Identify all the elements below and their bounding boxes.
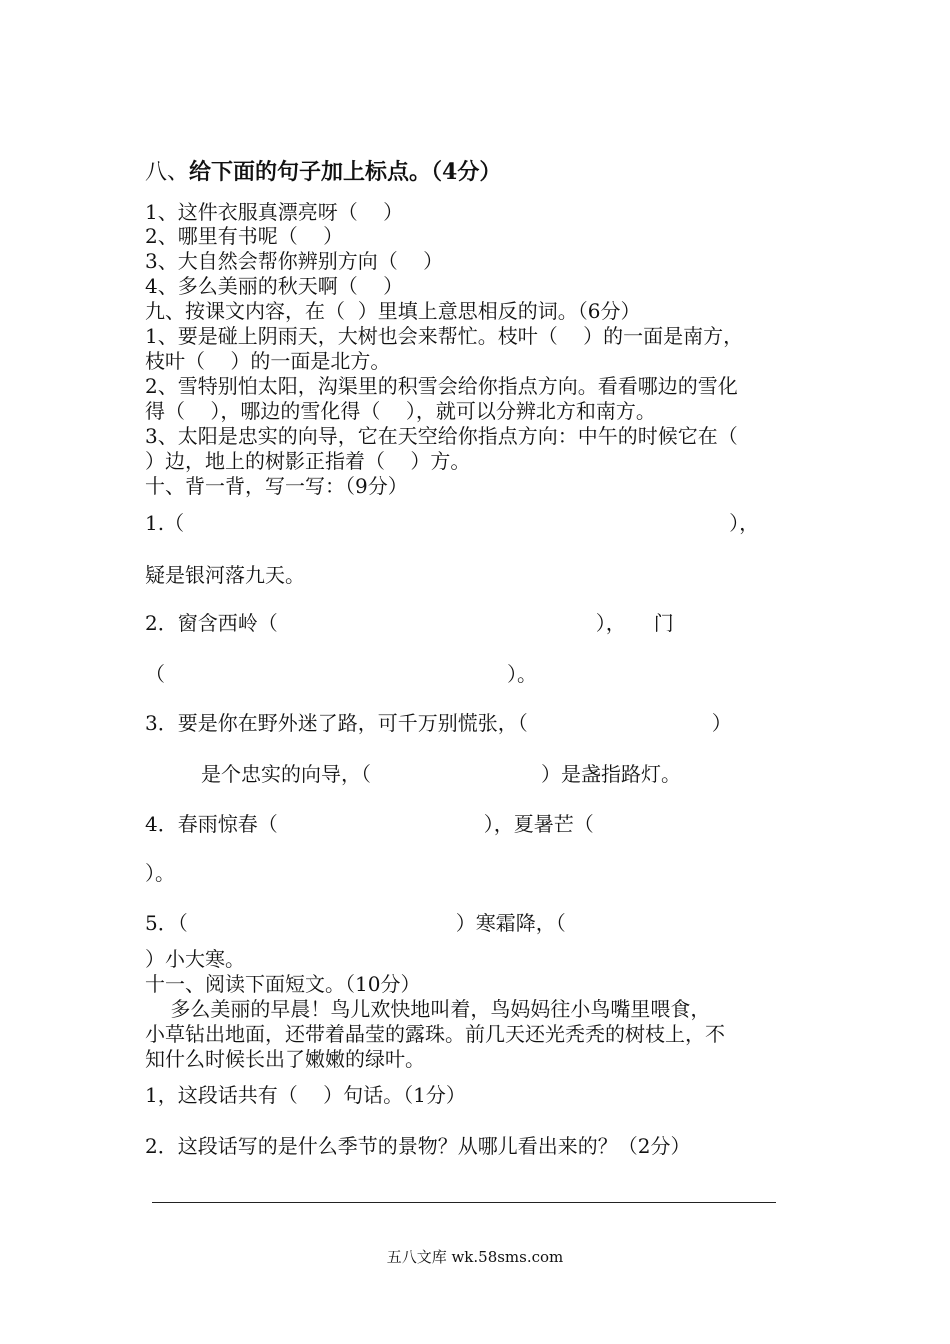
poem-q4-mid: ），夏暑芒（ [483, 812, 594, 836]
answer-line [152, 1202, 776, 1203]
poem-q1-line-a [145, 511, 759, 535]
section11-title: 十一、阅读下面短文。（10分） [145, 972, 421, 996]
poem-q2-tail: 门 [653, 611, 674, 635]
section8-title-text: 给下面的句子加上标点。（4分） [189, 159, 502, 185]
poem-q1-open: 1.（ [145, 511, 185, 535]
poem-q3b-tail: ）是盏指路灯。 [541, 762, 681, 786]
section8-item-1: 1、这件衣服真漂亮呀（ ） [145, 200, 404, 224]
poem-q5-line-b: ）小大寒。 [145, 947, 245, 971]
poem-q3b-text: 是个忠实的向导，（ [201, 762, 371, 786]
poem-q5-line-a [145, 911, 566, 935]
section10-title: 十、背一背，写一写：（9分） [145, 474, 408, 498]
poem-q2-text: 2．窗含西岭（ [145, 611, 278, 635]
poem-q3-close: ） [711, 711, 732, 735]
poem-q2-close: ）， [595, 611, 626, 635]
poem-q5-text: 5．（ [145, 911, 188, 935]
section8-item-3: 3、大自然会帮你辨别方向（ ） [145, 249, 444, 273]
reading-q2: 2．这段话写的是什么季节的景物？从哪儿看出来的？（2分） [145, 1134, 691, 1158]
passage-line-3: 知什么时候长出了嫩嫩的绿叶。 [145, 1047, 425, 1071]
section9-line-5: 3、太阳是忠实的向导，它在天空给你指点方向：中午的时候它在（ [145, 424, 738, 448]
poem-q4-line-a [145, 812, 594, 836]
passage-line-1: 多么美丽的早晨！鸟儿欢快地叫着，鸟妈妈往小鸟嘴里喂食， [145, 997, 711, 1021]
page-footer: 五八文库 wk.58sms.com [386, 1248, 564, 1266]
poem-q1-close: ）， [729, 511, 760, 535]
poem-q2b-close: ）。 [507, 662, 537, 686]
section9-line-2: 枝叶（ ）的一面是北方。 [145, 349, 391, 373]
section9-line-6: ）边，地上的树影正指着（ ）方。 [145, 449, 471, 473]
poem-q3-line-a [145, 711, 732, 735]
poem-q2-line-a [145, 611, 674, 635]
section9-title: 九、按课文内容，在（ ）里填上意思相反的词。（6分） [145, 299, 641, 323]
poem-q1-line-b: 疑是银河落九天。 [145, 563, 305, 587]
section8-title [145, 160, 501, 185]
poem-q5-mid: ）寒霜降，（ [455, 911, 566, 935]
poem-q2b-open: （ [145, 662, 165, 686]
reading-q1: 1，这段话共有（ ）句话。（1分） [145, 1083, 466, 1107]
section8-item-2: 2、哪里有书呢（ ） [145, 224, 344, 248]
section8-prefix: 八、 [145, 160, 190, 185]
passage-line-2: 小草钻出地面，还带着晶莹的露珠。前几天还光秃秃的树枝上，不 [145, 1022, 725, 1046]
poem-q2-line-b [145, 662, 537, 686]
section9-line-4: 得（ ），哪边的雪化得（ ），就可以分辨北方和南方。 [145, 399, 656, 423]
poem-q3-text: 3．要是你在野外迷了路，可千万别慌张，（ [145, 711, 528, 735]
poem-q3-line-b [201, 762, 681, 786]
section8-item-4: 4、多么美丽的秋天啊（ ） [145, 274, 404, 298]
poem-q4-line-b: ）。 [145, 861, 175, 885]
section9-line-3: 2、雪特别怕太阳，沟渠里的积雪会给你指点方向。看看哪边的雪化 [145, 374, 738, 398]
poem-q4-text: 4．春雨惊春（ [145, 812, 278, 836]
section9-line-1: 1、要是碰上阴雨天，大树也会来帮忙。枝叶（ ）的一面是南方， [145, 324, 744, 348]
